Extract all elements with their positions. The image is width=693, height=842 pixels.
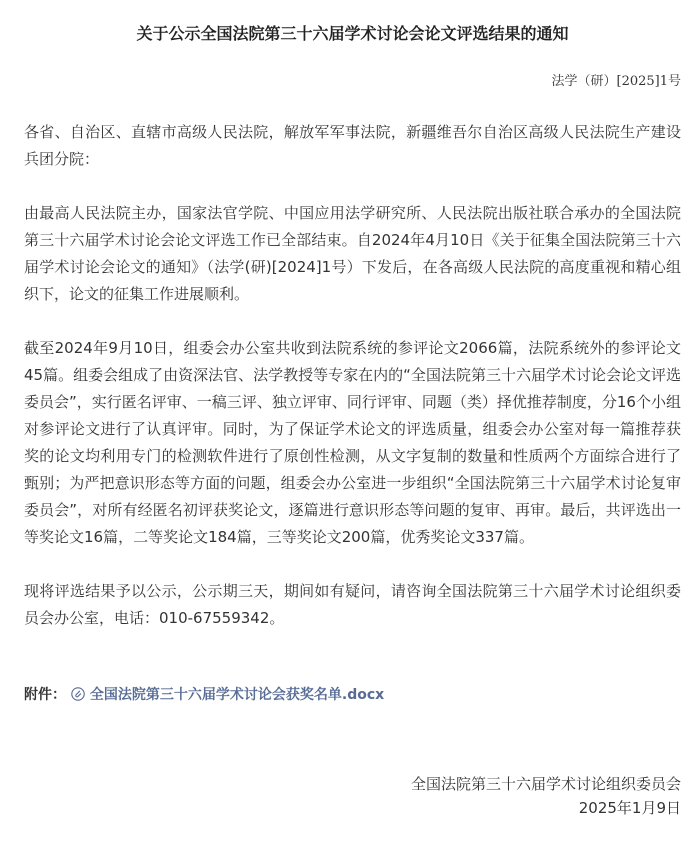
paragraph-publicity: 现将评选结果予以公示，公示期三天，期间如有疑问，请咨询全国法院第三十六届学术讨论组织委员会办公室，电话：010-67559342。 xyxy=(24,582,681,627)
attachment-label: 附件： xyxy=(24,687,66,703)
signature-block xyxy=(411,772,681,820)
attachment-file-link[interactable] xyxy=(71,687,384,703)
attachment-file-name: 全国法院第三十六届学术讨论会获奖名单.docx xyxy=(89,687,385,703)
document-number: 法学（研）[2025]1号 xyxy=(551,74,681,89)
page-title: 关于公示全国法院第三十六届学术讨论会论文评选结果的通知 xyxy=(136,24,569,43)
salutation: 各省、自治区、直辖市高级人民法院，解放军军事法院，新疆维吾尔自治区高级人民法院生产建设兵团分院： xyxy=(24,123,681,168)
paperclip-icon xyxy=(71,686,85,700)
paragraph-process: 截至2024年9月10日，组委会办公室共收到法院系统的参评论文2066篇，法院系统外的参评论文45篇。组委会组成了由资深法官、法学教授等专家在内的“全国法院第三十六届学术讨论会论文评选委员会”，实行匿名评审、一稿三评、独立评审、同行评审、同题（类）择优推荐制度，分16个小组对参评论文进行了认真评审。同时，为了保证学术论文的评选质量，组委会办公室对每一篇推荐获奖的论文均利用专门的检测软件进行了原创性检测，从文字复制的数量和性质两个方面综合进行了甄别；为严把意识形态等方面的问题，组委会办公室进一步组织“全国法院第三十六届学术讨论复审委员会”，对所有经匿名初评获奖论文，逐篇进行意识形态等问题的复审、再审。最后，共评选出一等奖论文16篇，二等奖论文184篇，三等奖论文200篇，优秀奖论文337篇。 xyxy=(24,339,681,546)
signature-date: 2025年1月9日 xyxy=(578,799,681,817)
signature-organization: 全国法院第三十六届学术讨论组织委员会 xyxy=(410,775,681,793)
paragraph-intro: 由最高人民法院主办，国家法官学院、中国应用法学研究所、人民法院出版社联合承办的全国法院第三十六届学术讨论会论文评选工作已全部结束。自2024年4月10日《关于征集全国法院第三十六届学术讨论会论文的通知》（法学(研)[2024]1号）下发后，在各高级人民法院的高度重视和精心组织下，论文的征集工作进展顺利。 xyxy=(24,204,681,303)
attachment-row xyxy=(24,684,681,706)
